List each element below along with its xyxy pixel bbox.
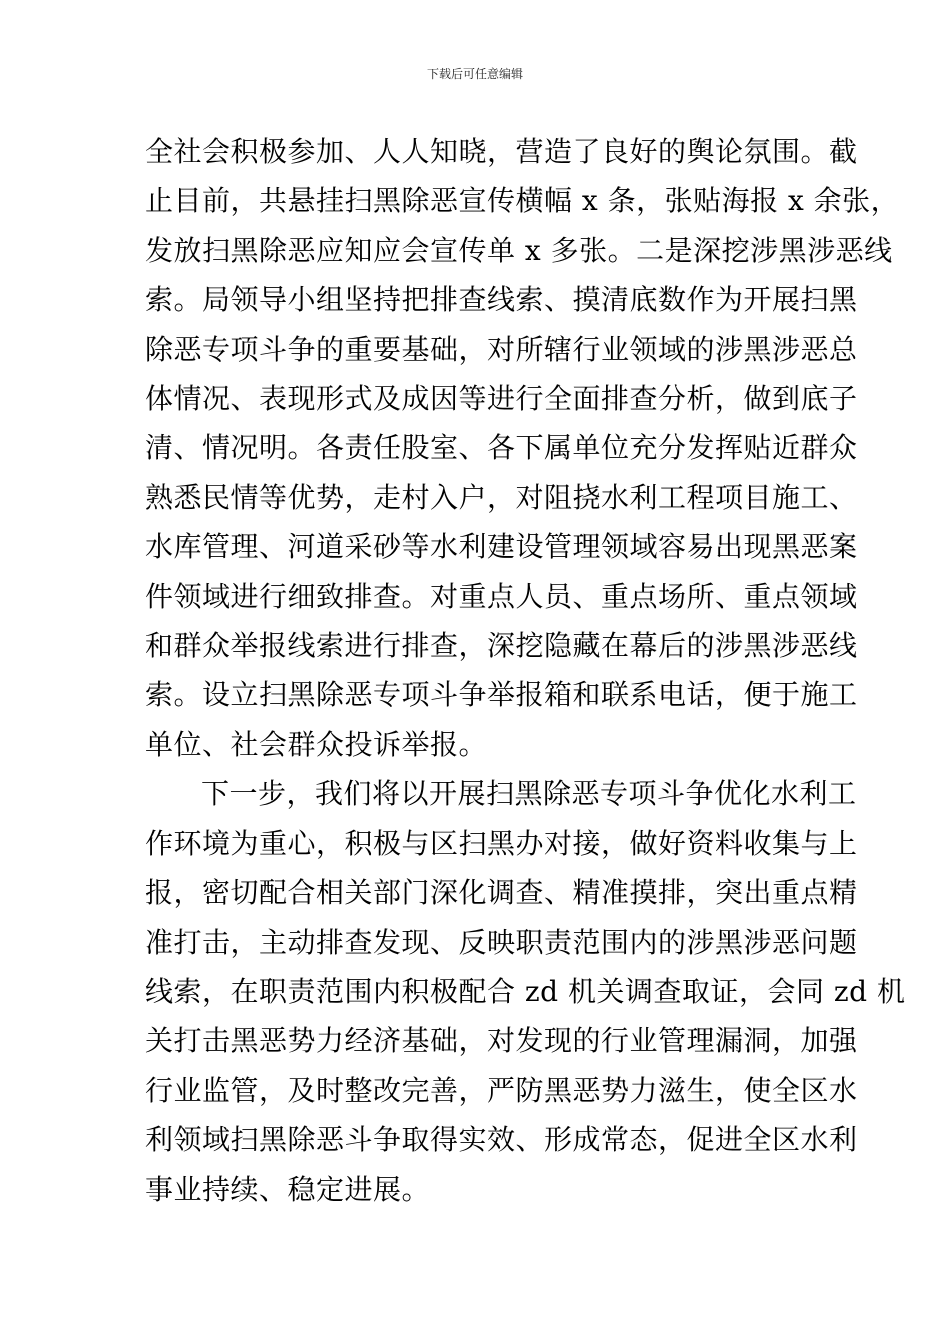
text-line: 索。设立扫黑除恶专项斗争举报箱和联系电话，便于施工 — [145, 678, 858, 712]
text-line: 准打击，主动排查发现、反映职责范围内的涉黑涉恶问题 — [145, 925, 858, 959]
document-body — [145, 127, 906, 1214]
text-line: 件领域进行细致排查。对重点人员、重点场所、重点领域 — [145, 579, 858, 613]
text-line: 水库管理、河道采砂等水利建设管理领域容易出现黑恶案 — [145, 530, 858, 564]
paragraph-2 — [145, 769, 906, 1214]
text-line: 止目前，共悬挂扫黑除恶宣传横幅 x 条，张贴海报 x 余张， — [145, 184, 900, 218]
text-line: 报，密切配合相关部门深化调查、精准摸排，突出重点精 — [145, 876, 858, 910]
text-line: 和群众举报线索进行排查，深挖隐藏在幕后的涉黑涉恶线 — [145, 629, 858, 663]
text-line: 清、情况明。各责任股室、各下属单位充分发挥贴近群众 — [145, 431, 858, 465]
text-line: 全社会积极参加、人人知晓，营造了良好的舆论氛围。截 — [145, 135, 858, 168]
text-line: 事业持续、稳定进展。 — [145, 1172, 431, 1206]
text-line: 除恶专项斗争的重要基础，对所辖行业领域的涉黑涉恶总 — [145, 332, 858, 366]
text-line: 线索，在职责范围内积极配合 zd 机关调查取证，会同 zd 机 — [145, 974, 906, 1008]
text-line: 利领域扫黑除恶斗争取得实效、形成常态，促进全区水利 — [145, 1123, 858, 1157]
page-header: 下载后可任意编辑 — [426, 67, 523, 81]
text-line: 行业监管，及时整改完善，严防黑恶势力滋生，使全区水 — [145, 1073, 858, 1107]
text-line: 熟悉民情等优势，走村入户，对阻挠水利工程项目施工、 — [145, 480, 858, 514]
text-line: 体情况、表现形式及成因等进行全面排查分析，做到底子 — [145, 382, 858, 416]
text-line: 单位、社会群众投诉举报。 — [145, 727, 488, 761]
text-line: 发放扫黑除恶应知应会宣传单 x 多张。二是深挖涉黑涉恶线 — [145, 233, 893, 267]
text-line: 作环境为重心，积极与区扫黑办对接，做好资料收集与上 — [145, 826, 858, 860]
text-line: 关打击黑恶势力经济基础，对发现的行业管理漏洞，加强 — [145, 1024, 858, 1058]
paragraph-1 — [145, 127, 900, 769]
text-line: 索。局领导小组坚持把排查线索、摸清底数作为开展扫黑 — [145, 283, 858, 317]
text-line: 下一步，我们将以开展扫黑除恶专项斗争优化水利工 — [201, 777, 857, 811]
